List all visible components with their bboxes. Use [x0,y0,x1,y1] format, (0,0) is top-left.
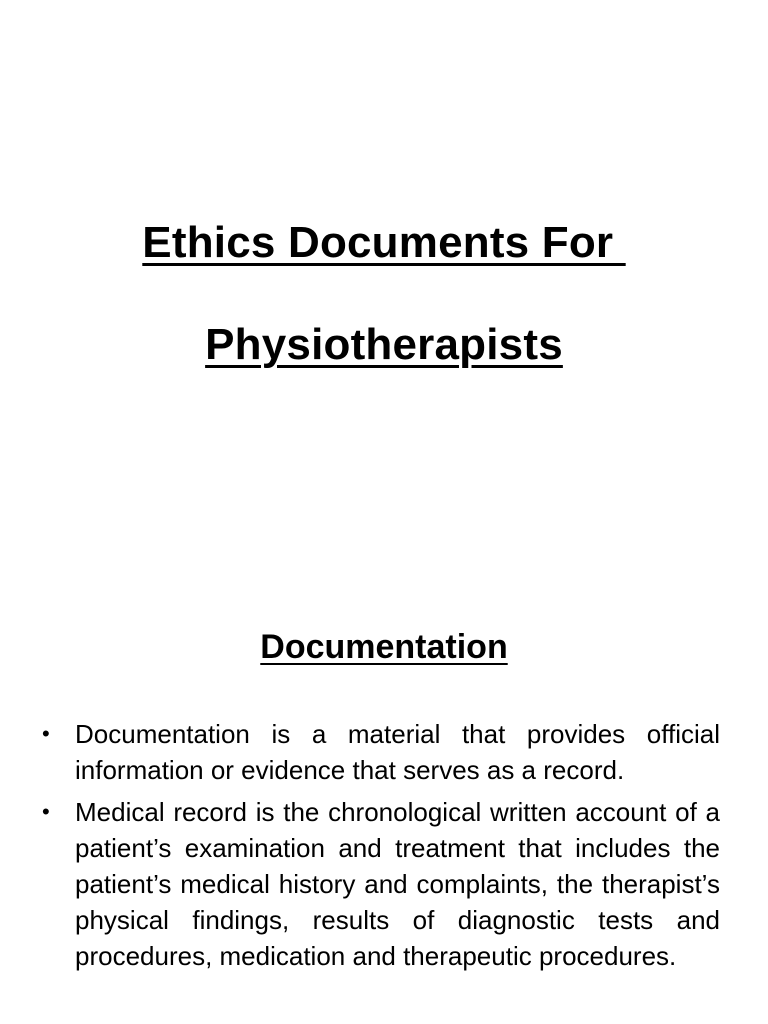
documentation-slide [0,560,768,1024]
bullet-item [40,716,720,788]
bullet-text: Medical record is the chronological written account of a patient’s examination and treatment that includes the patient’s medical history and complaints, the therapist’s physical findings, results of diagnostic tests and procedures, medication and therapeutic procedures. [75,797,720,971]
title-line-2: Physiotherapists [205,320,563,369]
bullet-text: Documentation is a material that provides official information or evidence that serves as a record. [75,719,720,785]
bullet-marker: • [42,799,50,824]
section-heading: Documentation [260,628,508,666]
bullet-marker: • [42,721,50,746]
bullet-list [40,716,720,980]
title-line-1: Ethics Documents For [142,218,626,267]
bullet-item [40,794,720,974]
